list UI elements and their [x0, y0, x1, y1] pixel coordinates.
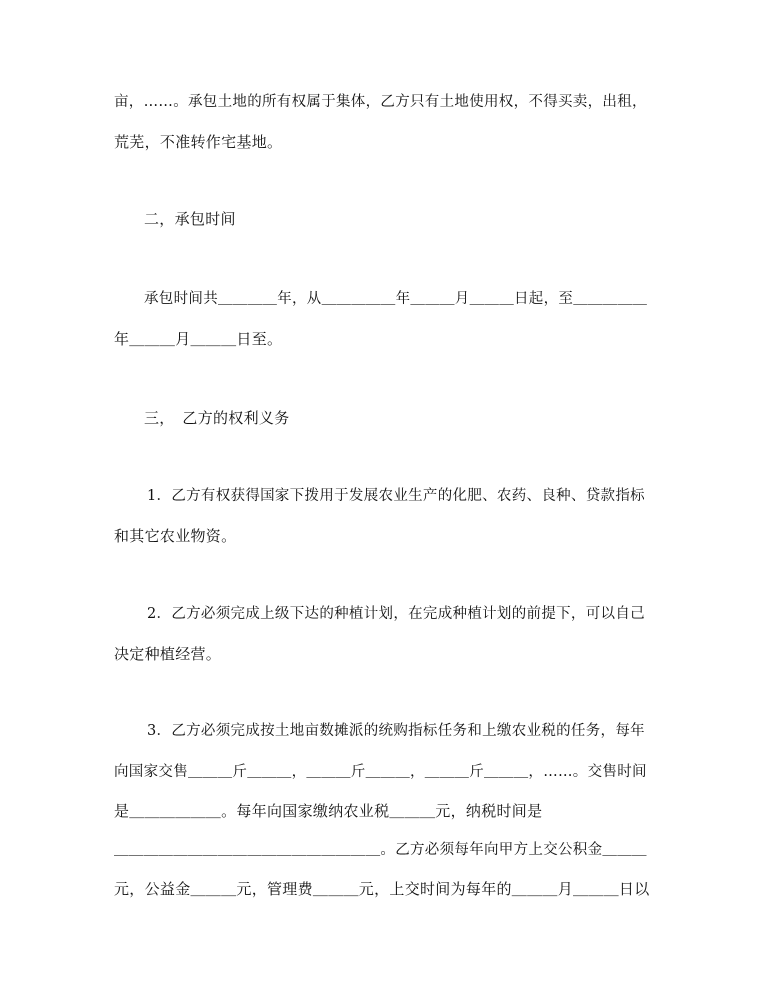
section-heading-2: 二，承包时间: [144, 210, 236, 228]
text-line-4: 年＿＿＿月＿＿＿日至。: [114, 330, 283, 348]
list-item-3-line-2: 向国家交售＿＿＿斤＿＿＿，＿＿＿斤＿＿＿，＿＿＿斤＿＿＿，……。交售时间: [114, 764, 647, 780]
list-item-3-line-3: 是＿＿＿＿＿＿。每年向国家缴纳农业税＿＿＿元，纳税时间是: [114, 802, 543, 820]
text-line-1: 亩，……。承包土地的所有权属于集体，乙方只有土地使用权，不得买卖，出租，: [114, 94, 647, 110]
text-line-3: 承包时间共＿＿＿＿年，从＿＿＿＿＿年＿＿＿月＿＿＿日起，至＿＿＿＿＿: [144, 291, 648, 307]
text-line-2: 荒芜，不准转作宅基地。: [114, 133, 283, 151]
list-item-2-line-1: 2．乙方必须完成上级下达的种植计划，在完成种植计划的前提下，可以自己: [147, 606, 645, 622]
list-item-3-line-4: ＿＿＿＿＿＿＿＿＿＿＿＿＿＿＿＿＿＿。乙方必须每年向甲方上交公积金＿＿＿: [114, 842, 647, 858]
list-item-3-line-5: 元，公益金＿＿＿元，管理费＿＿＿元，上交时间为每年的＿＿＿月＿＿＿日以: [114, 880, 650, 898]
list-item-1-line-1: 1．乙方有权获得国家下拨用于发展农业生产的化肥、农药、良种、贷款指标: [147, 488, 645, 504]
list-item-3-line-1: 3．乙方必须完成按土地亩数摊派的统购指标任务和上缴农业税的任务，每年: [147, 723, 645, 739]
list-item-2-line-2: 决定种植经营。: [114, 645, 222, 663]
section-heading-3: 三， 乙方的权利义务: [144, 409, 290, 427]
list-item-1-line-2: 和其它农业物资。: [114, 527, 237, 545]
